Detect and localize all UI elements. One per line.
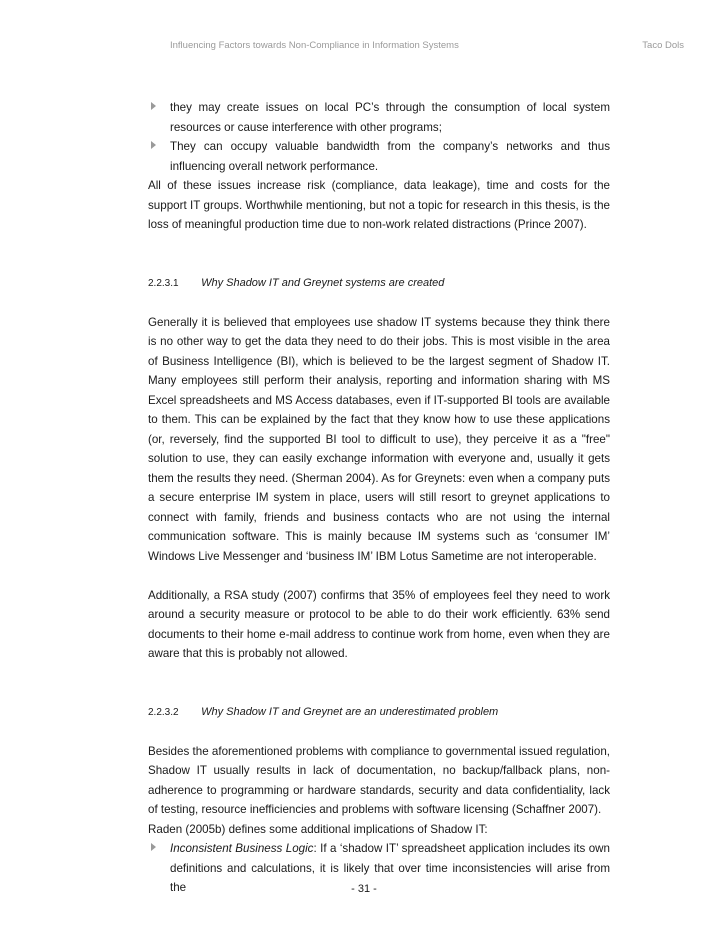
paragraph-issues: All of these issues increase risk (compliance, data leakage), time and costs for the support IT groups. Worthwhile mentioning, but not a topic for research in this thesis, is the loss of meaningful production time due to non-work related distractions (Prince 2007). (148, 179, 610, 231)
page-body (148, 98, 610, 898)
section-number: 2.2.3.2 (148, 706, 179, 718)
paragraph-underestimated-problems: Besides the aforementioned problems with compliance to governmental issued regulation, Shadow IT usually results in lack of documentation, no backup/fallback plans, non-adherence to programming or hardware standards, security and data confidentiality, lack of testing, resource inefficiencies and problems with software licensing (Schaffner 2007). (148, 744, 610, 816)
bullet-text: They can occupy valuable bandwidth from the company’s networks and thus influencing overall network performance. (170, 140, 610, 173)
bullet-arrow-icon (151, 843, 156, 851)
section-number: 2.2.3.1 (148, 277, 179, 289)
paragraph-rsa-study: Additionally, a RSA study (2007) confirms that 35% of employees feel they need to work around a security measure or protocol to be able to do their work efficiently. 63% send documents to their home e-mail address to continue work from home, even when they are aware that this is probably not allowed. (148, 588, 610, 660)
header-author: Taco Dols (642, 40, 684, 51)
section-heading-2-2-3-2 (148, 703, 610, 723)
bullet-text: : If a ‘shadow IT’ spreadsheet application includes its own definitions and calculations, it is likely that over time inconsistencies will arise from the (170, 842, 610, 894)
bullet-item (148, 98, 610, 137)
paragraph-shadow-it-reasons: Generally it is believed that employees use shadow IT systems because they think there is no other way to get the data they need to do their jobs. This is most visible in the area of Business Intelligence (BI), which is believed to be the largest segment of Shadow IT. Many employees still perform their analysis, reporting and information sharing with MS Excel spreadsheets and MS Access databases, even if IT-supported BI tools are available to them. This can be explained by the fact that they know how to use these applications (or, reversely, find the supported BI tool to difficult to use), they perceive it as a "free" solution to use, they can easily exchange information with everyone and, usually it gets them the results they need. (Sherman 2004). As for Greynets: even when a company puts a secure enterprise IM system in place, users will still resort to greynet applications to connect with family, friends and business contacts who are not using the internal communication software. This is mainly because IM systems such as ‘consumer IM’ Windows Live Messenger and ‘business IM’ IBM Lotus Sametime are not interoperable. (148, 315, 610, 563)
bullet-item (148, 137, 610, 176)
header-title: Influencing Factors towards Non-Compliance in Information Systems (170, 40, 459, 51)
section-heading-2-2-3-1 (148, 274, 610, 294)
bullet-arrow-icon (151, 141, 156, 149)
bullet-arrow-icon (151, 102, 156, 110)
section-title: Why Shadow IT and Greynet are an underestimated problem (201, 705, 499, 718)
bullet-text: they may create issues on local PC’s through the consumption of local system resources or cause interference with other programs; (170, 101, 610, 134)
paragraph-raden-intro: Raden (2005b) defines some additional implications of Shadow IT: (148, 822, 488, 836)
section-title: Why Shadow IT and Greynet systems are created (201, 276, 445, 289)
bullet-term: Inconsistent Business Logic (170, 842, 314, 855)
page-number: - 31 - (351, 883, 377, 895)
